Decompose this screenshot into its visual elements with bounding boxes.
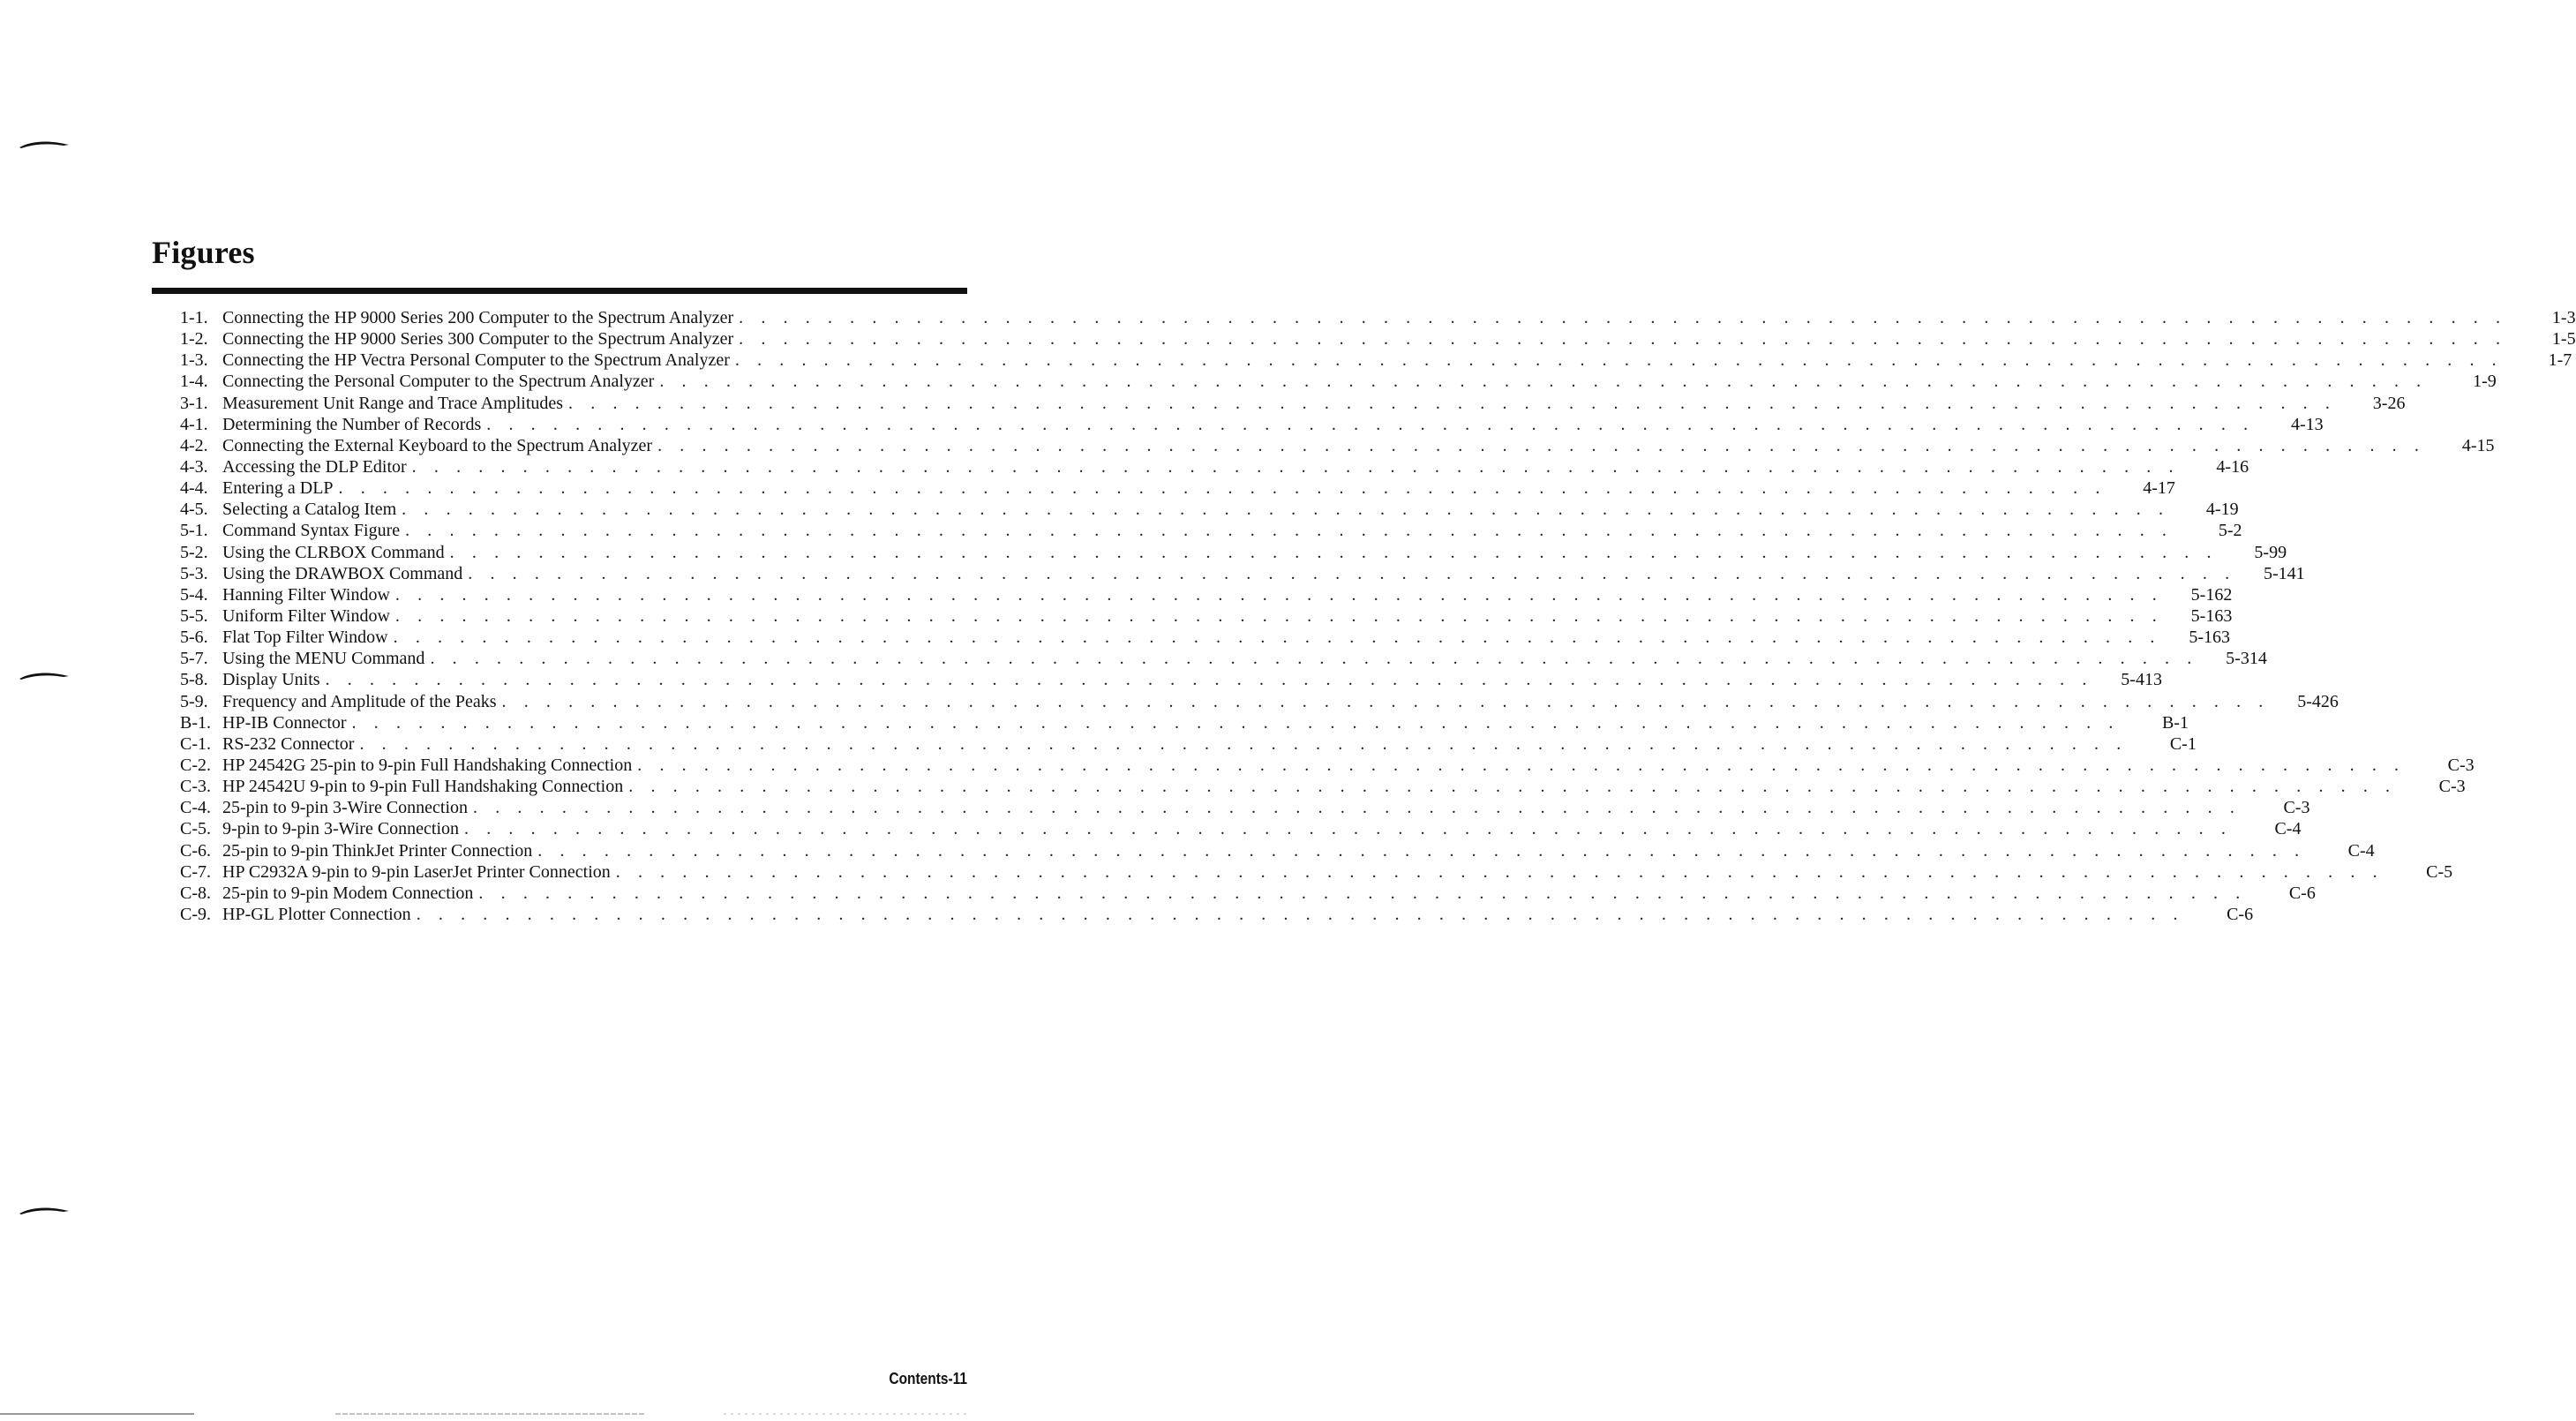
dot-leader: . . . . . . . . . . . . . . . . . . . . . . . . . . . . . . . . . . . . . . . . . . . . . . . . . . . . . . . . . . . . . . . . . . . . . . . . . . . . . . . . (468, 563, 2236, 583)
figure-entry[interactable] (180, 456, 2249, 477)
figure-page-number: 5-162 (2190, 584, 2233, 605)
dot-leader: . . . . . . . . . . . . . . . . . . . . . . . . . . . . . . . . . . . . . . . . . . . . . . . . . . . . . . . . . . . . . . . . . . . . . . . . . . . . . . . . (486, 414, 2255, 434)
dot-leader: . . . . . . . . . . . . . . . . . . . . . . . . . . . . . . . . . . . . . . . . . . . . . . . . . . . . . . . . . . . . . . . . . . . . . . . . . . . . . . . . (739, 308, 2507, 327)
figure-number: 3-1. (180, 393, 208, 413)
figure-entry[interactable] (180, 648, 2267, 669)
figure-number: 5-8. (180, 670, 208, 690)
page-footer-label: Contents-11 (889, 1370, 967, 1387)
figure-list (180, 307, 2576, 925)
figure-number: 1-3. (180, 350, 208, 371)
figure-entry[interactable] (180, 733, 2197, 755)
figure-title: Connecting the External Keyboard to the Spectrum Analyzer (222, 435, 653, 455)
figure-title: Determining the Number of Records (222, 414, 482, 434)
figure-number: C-4. (180, 798, 211, 818)
figure-entry[interactable] (180, 371, 2497, 392)
figure-number: C-1. (180, 733, 211, 754)
scan-bottom-edge (0, 1405, 1082, 1407)
figure-title: HP 24542U 9-pin to 9-pin Full Handshaking Connection (222, 777, 624, 797)
figure-entry[interactable] (180, 904, 2254, 925)
figure-entry[interactable] (180, 605, 2233, 627)
dot-leader: . . . . . . . . . . . . . . . . . . . . . . . . . . . . . . . . . . . . . . . . . . . . . . . . . . . . . . . . . . . . . . . . . . . . . . . . . . . . . . . . (478, 883, 2247, 903)
figure-page-number: 5-99 (2254, 542, 2287, 562)
figure-number: C-5. (180, 819, 211, 839)
dot-leader: . . . . . . . . . . . . . . . . . . . . . . . . . . . . . . . . . . . . . . . . . . . . . . . . . . . . . . . . . . . . . . . . . . . . . . . . . . . . . . . . (501, 691, 2270, 711)
figure-entry[interactable] (180, 393, 2406, 414)
figure-title: Selecting a Catalog Item (222, 500, 397, 520)
figure-number: 5-3. (180, 563, 208, 583)
figure-page-number: 5-426 (2297, 691, 2339, 711)
figure-entry[interactable] (180, 350, 2572, 371)
figure-title: RS-232 Connector (222, 733, 355, 754)
dot-leader: . . . . . . . . . . . . . . . . . . . . . . . . . . . . . . . . . . . . . . . . . . . . . . . . . . . . . . . . . . . . . . . . . . . . . . . . . . . . . . . . (568, 393, 2337, 413)
figure-entry[interactable] (180, 755, 2475, 776)
figure-title: Entering a DLP (222, 478, 334, 499)
dot-leader: . . . . . . . . . . . . . . . . . . . . . . . . . . . . . . . . . . . . . . . . . . . . . . . . . . . . . . . . . . . . . . . . . . . . . . . . . . . . . . . . (411, 456, 2181, 477)
dot-leader: . . . . . . . . . . . . . . . . . . . . . . . . . . . . . . . . . . . . . . . . . . . . . . . . . . . . . . . . . . . . . . . . . . . . . . . . . . . . . . . . (464, 819, 2233, 839)
figure-title: 25-pin to 9-pin 3-Wire Connection (222, 798, 469, 818)
figure-number: C-8. (180, 883, 211, 903)
figure-entry[interactable] (180, 584, 2233, 605)
figure-number: 4-5. (180, 500, 208, 520)
figure-entry[interactable] (180, 861, 2453, 883)
figure-number: B-1. (180, 712, 211, 733)
figure-title: Accessing the DLP Editor (222, 456, 407, 477)
dot-leader: . . . . . . . . . . . . . . . . . . . . . . . . . . . . . . . . . . . . . . . . . . . . . . . . . . . . . . . . . . . . . . . . . . . . . . . . . . . . . . . . (351, 712, 2120, 733)
figure-title: Frequency and Amplitude of the Peaks (222, 691, 497, 711)
figure-page-number: C-6 (2227, 904, 2254, 924)
binder-hole-mark (18, 669, 71, 681)
figure-page-number: 5-163 (2190, 605, 2233, 626)
dot-leader: . . . . . . . . . . . . . . . . . . . . . . . . . . . . . . . . . . . . . . . . . . . . . . . . . . . . . . . . . . . . . . . . . . . . . . . . . . . . . . . . (657, 435, 2426, 455)
figure-page-number: C-3 (2447, 755, 2475, 775)
dot-leader: . . . . . . . . . . . . . . . . . . . . . . . . . . . . . . . . . . . . . . . . . . . . . . . . . . . . . . . . . . . . . . . . . . . . . . . . . . . . . . . . (359, 733, 2128, 754)
figure-number: 4-3. (180, 456, 208, 477)
binder-hole-mark (18, 138, 71, 150)
dot-leader: . . . . . . . . . . . . . . . . . . . . . . . . . . . . . . . . . . . . . . . . . . . . . . . . . . . . . . . . . . . . . . . . . . . . . . . . . . . . . . . . (449, 542, 2219, 562)
figure-page-number: 5-413 (2121, 670, 2162, 690)
figure-title: Connecting the HP Vectra Personal Computer to the Spectrum Analyzer (222, 350, 730, 371)
figure-page-number: 4-15 (2461, 435, 2495, 455)
figure-entry[interactable] (180, 520, 2242, 541)
dot-leader: . . . . . . . . . . . . . . . . . . . . . . . . . . . . . . . . . . . . . . . . . . . . . . . . . . . . . . . . . . . . . . . . . . . . . . . . . . . . . . . . (739, 329, 2507, 350)
figure-title: Command Syntax Figure (222, 521, 401, 541)
figure-title: Display Units (222, 670, 320, 690)
figure-number: C-3. (180, 777, 211, 797)
figure-title: Flat Top Filter Window (222, 628, 388, 648)
dot-leader: . . . . . . . . . . . . . . . . . . . . . . . . . . . . . . . . . . . . . . . . . . . . . . . . . . . . . . . . . . . . . . . . . . . . . . . . . . . . . . . . (628, 777, 2397, 797)
figure-page-number: C-3 (2283, 798, 2310, 818)
figure-entry[interactable] (180, 818, 2302, 839)
figure-number: 5-6. (180, 628, 208, 648)
figure-entry[interactable] (180, 414, 2324, 435)
figure-page-number: 4-19 (2205, 500, 2239, 520)
figure-number: 5-7. (180, 649, 208, 669)
figure-number: C-2. (180, 755, 211, 775)
figure-number: C-7. (180, 861, 211, 882)
figure-number: 4-2. (180, 435, 208, 455)
figure-page-number: 4-16 (2216, 456, 2249, 477)
figure-entry[interactable] (180, 435, 2495, 456)
dot-leader: . . . . . . . . . . . . . . . . . . . . . . . . . . . . . . . . . . . . . . . . . . . . . . . . . . . . . . . . . . . . . . . . . . . . . . . . . . . . . . . . (416, 904, 2185, 924)
dot-leader: . . . . . . . . . . . . . . . . . . . . . . . . . . . . . . . . . . . . . . . . . . . . . . . . . . . . . . . . . . . . . . . . . . . . . . . . . . . . . . . . (325, 670, 2093, 690)
figure-page-number: C-6 (2288, 883, 2316, 903)
dot-leader: . . . . . . . . . . . . . . . . . . . . . . . . . . . . . . . . . . . . . . . . . . . . . . . . . . . . . . . . . . . . . . . . . . . . . . . . . . . . . . . . (394, 605, 2164, 626)
figure-page-number: C-4 (2347, 840, 2375, 861)
figure-entry[interactable] (180, 563, 2305, 584)
figure-number: 5-2. (180, 542, 208, 562)
dot-leader: . . . . . . . . . . . . . . . . . . . . . . . . . . . . . . . . . . . . . . . . . . . . . . . . . . . . . . . . . . . . . . . . . . . . . . . . . . . . . . . . (734, 350, 2504, 371)
figure-title: Connecting the HP 9000 Series 200 Computer to the Spectrum Analyzer (222, 308, 734, 327)
figure-entry[interactable] (180, 328, 2576, 350)
figure-title: Connecting the HP 9000 Series 300 Computer to the Spectrum Analyzer (222, 329, 734, 350)
dot-leader: . . . . . . . . . . . . . . . . . . . . . . . . . . . . . . . . . . . . . . . . . . . . . . . . . . . . . . . . . . . . . . . . . . . . . . . . . . . . . . . . (659, 372, 2428, 392)
figure-page-number: C-3 (2438, 777, 2466, 797)
figure-entry[interactable] (180, 499, 2239, 520)
figure-number: 4-4. (180, 478, 208, 499)
figure-number: 5-9. (180, 691, 208, 711)
figure-entry[interactable] (180, 840, 2375, 861)
figure-title: Using the DRAWBOX Command (222, 563, 463, 583)
dot-leader: . . . . . . . . . . . . . . . . . . . . . . . . . . . . . . . . . . . . . . . . . . . . . . . . . . . . . . . . . . . . . . . . . . . . . . . . . . . . . . . . (473, 798, 2242, 818)
dot-leader: . . . . . . . . . . . . . . . . . . . . . . . . . . . . . . . . . . . . . . . . . . . . . . . . . . . . . . . . . . . . . . . . . . . . . . . . . . . . . . . . (430, 649, 2198, 669)
figure-page-number: 1-3 (2551, 308, 2576, 327)
figure-page-number: 4-13 (2291, 414, 2324, 434)
figure-entry[interactable] (180, 542, 2287, 563)
figure-title: HP 24542G 25-pin to 9-pin Full Handshaking Connection (222, 755, 633, 775)
page-title: Figures (152, 235, 255, 270)
figure-entry[interactable] (180, 797, 2310, 818)
figure-title: HP-GL Plotter Connection (222, 904, 411, 924)
figure-page-number: 4-17 (2143, 478, 2175, 499)
figure-page-number: C-1 (2169, 733, 2197, 754)
figure-title: Hanning Filter Window (222, 584, 390, 605)
figure-number: C-6. (180, 840, 211, 861)
figure-number: C-9. (180, 904, 211, 924)
figure-number: 5-4. (180, 584, 208, 605)
figure-title: Connecting the Personal Computer to the Spectrum Analyzer (222, 372, 655, 392)
figure-page-number: 5-163 (2189, 628, 2231, 648)
figure-title: HP-IB Connector (222, 712, 347, 733)
figure-number: 1-1. (180, 308, 208, 327)
figure-entry[interactable] (180, 776, 2466, 797)
dot-leader: . . . . . . . . . . . . . . . . . . . . . . . . . . . . . . . . . . . . . . . . . . . . . . . . . . . . . . . . . . . . . . . . . . . . . . . . . . . . . . . . (615, 861, 2384, 882)
figure-page-number: B-1 (2161, 712, 2189, 733)
figure-page-number: 1-5 (2551, 329, 2576, 350)
figure-page-number: C-5 (2426, 861, 2453, 882)
title-rule (152, 288, 967, 294)
figure-entry[interactable] (180, 627, 2231, 648)
dot-leader: . . . . . . . . . . . . . . . . . . . . . . . . . . . . . . . . . . . . . . . . . . . . . . . . . . . . . . . . . . . . . . . . . . . . . . . . . . . . . . . . (402, 500, 2170, 520)
figure-number: 4-1. (180, 414, 208, 434)
figure-entry[interactable] (180, 712, 2189, 733)
figure-page-number: 3-26 (2372, 393, 2406, 413)
binder-hole-mark (18, 1204, 71, 1216)
dot-leader: . . . . . . . . . . . . . . . . . . . . . . . . . . . . . . . . . . . . . . . . . . . . . . . . . . . . . . . . . . . . . . . . . . . . . . . . . . . . . . . . (637, 755, 2406, 775)
figure-page-number: C-4 (2274, 819, 2302, 839)
figure-entry[interactable] (180, 307, 2576, 328)
figure-title: 25-pin to 9-pin Modem Connection (222, 883, 474, 903)
dot-leader: . . . . . . . . . . . . . . . . . . . . . . . . . . . . . . . . . . . . . . . . . . . . . . . . . . . . . . . . . . . . . . . . . . . . . . . . . . . . . . . . (394, 584, 2164, 605)
figure-title: Uniform Filter Window (222, 605, 390, 626)
dot-leader: . . . . . . . . . . . . . . . . . . . . . . . . . . . . . . . . . . . . . . . . . . . . . . . . . . . . . . . . . . . . . . . . . . . . . . . . . . . . . . . . (405, 521, 2174, 541)
figure-page-number: 1-9 (2473, 372, 2497, 392)
figure-number: 1-4. (180, 372, 208, 392)
figure-number: 5-5. (180, 605, 208, 626)
figure-entry[interactable] (180, 669, 2162, 690)
figure-title: Using the MENU Command (222, 649, 425, 669)
figure-number: 1-2. (180, 329, 208, 350)
figure-title: HP C2932A 9-pin to 9-pin LaserJet Printer Connection (222, 861, 611, 882)
figure-title: Using the CLRBOX Command (222, 542, 445, 562)
figure-title: Measurement Unit Range and Trace Amplitudes (222, 393, 564, 413)
dot-leader: . . . . . . . . . . . . . . . . . . . . . . . . . . . . . . . . . . . . . . . . . . . . . . . . . . . . . . . . . . . . . . . . . . . . . . . . . . . . . . . . (338, 478, 2107, 499)
figure-page-number: 1-7 (2548, 350, 2572, 371)
figure-page-number: 5-2 (2218, 521, 2242, 541)
figure-entry[interactable] (180, 691, 2339, 712)
dot-leader: . . . . . . . . . . . . . . . . . . . . . . . . . . . . . . . . . . . . . . . . . . . . . . . . . . . . . . . . . . . . . . . . . . . . . . . . . . . . . . . . (537, 840, 2306, 861)
dot-leader: . . . . . . . . . . . . . . . . . . . . . . . . . . . . . . . . . . . . . . . . . . . . . . . . . . . . . . . . . . . . . . . . . . . . . . . . . . . . . . . . (393, 628, 2162, 648)
figure-title: 25-pin to 9-pin ThinkJet Printer Connection (222, 840, 533, 861)
figure-page-number: 5-314 (2226, 649, 2267, 669)
figure-entry[interactable] (180, 883, 2316, 904)
figure-title: 9-pin to 9-pin 3-Wire Connection (222, 819, 460, 839)
figure-page-number: 5-141 (2264, 563, 2305, 583)
figure-entry[interactable] (180, 477, 2175, 499)
figure-number: 5-1. (180, 521, 208, 541)
